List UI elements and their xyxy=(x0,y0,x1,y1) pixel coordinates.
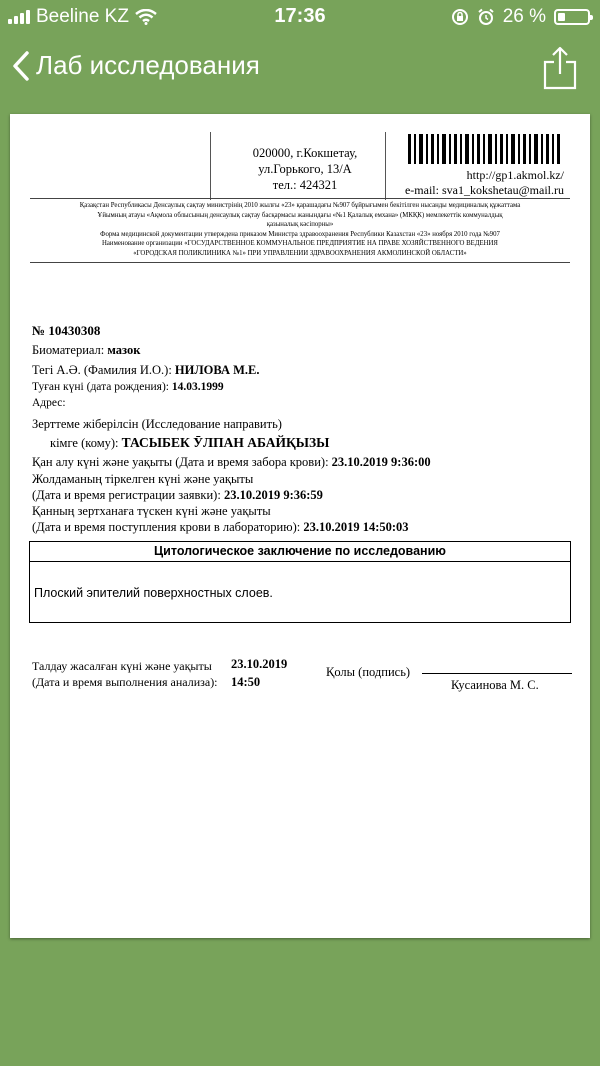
alarm-icon xyxy=(477,8,495,26)
clinic-contacts xyxy=(388,168,564,198)
back-button[interactable] xyxy=(12,50,260,81)
rotation-lock-icon xyxy=(451,8,469,26)
legal-header: Қазақстан Республикасы Денсаулық сақтау министрінің 2010 жылғы «23» қарашадағы №907 бұйрығымен бекітілген нысанды медициналық құжаттама Ұйымның атауы «Ақмола облысының денсаулық сақтау басқармасы жанындағы «№1 Қалалық емхана» (МКҚК) мемлекеттік коммуналдық қазыналық кәсіпорны» Форма медицинской документации утверждена приказом Министра здравоохранения Республики Казахстан «23» ноября 2010 года №907 Наименование организации «ГОСУДАРСТВЕННОЕ КОММУНАЛЬНОЕ ПРЕДПРИЯТИЕ НА ПРАВЕ ХОЗЯЙСТВЕННОГО ВЕДЕНИЯ «ГОРОДСКАЯ ПОЛИКЛИНИКА №1» ПРИ УПРАВЛЕНИИ ЗДРАВООХРАНЕНИЯ АКМОЛИНСКОЙ ОБЛАСТИ» xyxy=(79,202,521,257)
registration-row: (Дата и время регистрации заявки): 23.10.2019 9:36:59 xyxy=(32,488,323,502)
analysis-time: 14:50 xyxy=(231,675,261,689)
analysis-date: 23.10.2019 xyxy=(231,657,288,671)
signature-line xyxy=(422,673,572,674)
website-link[interactable]: http://gp1.akmol.kz/ xyxy=(466,168,564,182)
share-icon[interactable] xyxy=(542,46,578,90)
back-label: Лаб исследования xyxy=(36,50,260,80)
status-time: 17:36 xyxy=(274,5,326,27)
dob-row: Туған күні (дата рождения): 14.03.1999 xyxy=(32,381,224,393)
battery-icon xyxy=(554,9,590,25)
analysis-label-kz: Талдау жасалған күні және уақыты xyxy=(32,659,212,673)
analysis-label-ru: (Дата и время выполнения анализа): xyxy=(32,675,218,689)
patient-name-row: Тегі А.Ә. (Фамилия И.О.): НИЛОВА М.Е. xyxy=(32,363,260,377)
status-bar xyxy=(0,0,600,36)
lab-result-document xyxy=(10,114,590,938)
chevron-left-icon xyxy=(12,51,30,81)
lab-arrival-label-kz: Қанның зертханаға түскен күні және уақыты xyxy=(32,504,271,518)
document-number: № 10430308 xyxy=(32,323,101,338)
conclusion-text: Плоский эпителий поверхностных слоев. xyxy=(34,586,273,600)
barcode-image xyxy=(408,134,560,164)
signer-name: Кусаинова М. С. xyxy=(451,678,539,692)
blood-draw-row: Қан алу күні және уақыты (Дата и время забора крови): 23.10.2019 9:36:00 xyxy=(32,455,431,469)
address-row: Адрес: xyxy=(32,397,66,409)
nav-bar xyxy=(0,36,600,100)
signature-label: Қолы (подпись) xyxy=(326,665,411,679)
carrier-name: Beeline KZ xyxy=(36,6,129,27)
clinic-address: 020000, г.Кокшетау, ул.Горького, 13/А тел.: 424321 xyxy=(252,146,358,192)
conclusion-title: Цитологическое заключение по исследованию xyxy=(30,542,570,562)
referred-to-row: кімге (кому): ТАСЫБЕК ӮЛПАН АБАЙҚЫЗЫ xyxy=(50,435,330,450)
biomaterial-row: Биоматериал: мазок xyxy=(32,343,141,357)
referral-label: Зерттеме жіберілсін (Исследование направить) xyxy=(32,417,282,431)
registration-label-kz: Жолдаманың тіркелген күні және уақыты xyxy=(32,472,254,486)
battery-percent: 26 % xyxy=(502,6,546,27)
conclusion-box xyxy=(29,541,571,623)
lab-arrival-row: (Дата и время поступления крови в лабораторию): 23.10.2019 14:50:03 xyxy=(32,520,409,534)
email-link[interactable]: e-mail: sva1_kokshetau@mail.ru xyxy=(404,183,564,197)
